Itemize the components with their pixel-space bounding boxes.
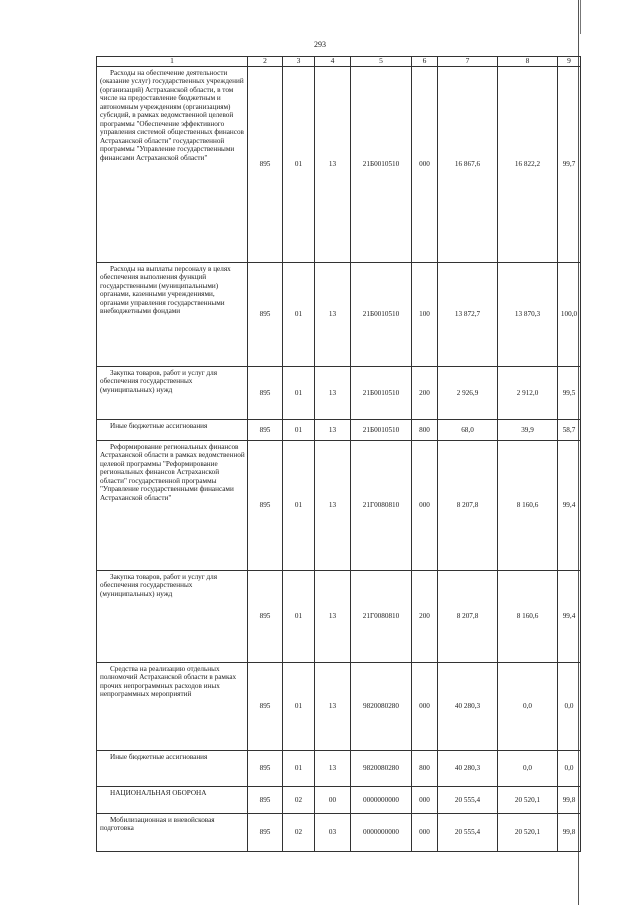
cell-admin-code: 895 (248, 662, 283, 750)
cell-admin-code: 895 (248, 419, 283, 440)
page-number: 293 (314, 40, 326, 49)
cell-planned: 8 207,8 (438, 440, 498, 570)
header-row (97, 57, 581, 67)
cell-percent: 0,0 (558, 662, 581, 750)
cell-section: 01 (283, 66, 315, 262)
row-description: Реформирование региональных финансов Астраханской области в рамках ведомственной целевой программы "Реформирование региональных финансов Астраханской области" государственной программы "Управление государственными финансами Астраханской области" (97, 440, 248, 570)
cell-admin-code: 895 (248, 786, 283, 813)
cell-section: 02 (283, 813, 315, 851)
cell-actual: 0,0 (498, 750, 558, 786)
cell-actual: 39,9 (498, 419, 558, 440)
col-header: 1 (97, 57, 248, 67)
table-row (97, 813, 581, 851)
cell-section: 01 (283, 262, 315, 366)
col-header: 7 (438, 57, 498, 67)
cell-planned: 40 280,3 (438, 750, 498, 786)
cell-percent: 99,8 (558, 786, 581, 813)
cell-section: 01 (283, 419, 315, 440)
cell-admin-code: 895 (248, 750, 283, 786)
cell-target-code: 0000000000 (351, 813, 412, 851)
cell-expense-type: 200 (412, 366, 438, 419)
cell-subsection: 13 (315, 750, 351, 786)
row-description: Закупка товаров, работ и услуг для обеспечения государственных (муниципальных) нужд (97, 570, 248, 662)
cell-subsection: 13 (315, 440, 351, 570)
row-description: Расходы на обеспечение деятельности (оказание услуг) государственных учреждений (организаций) Астраханской области, в том числе на предоставление бюджетным и автономным учреждениям (организациям) субсидий, в рамках ведомственной целевой программы "Обеспечение эффективного управления системой общественных финансов Астраханской области" государственной программы "Управление государственными финансами Астраханской области" (97, 66, 248, 262)
cell-expense-type: 800 (412, 750, 438, 786)
cell-percent: 99,7 (558, 66, 581, 262)
cell-actual: 8 160,6 (498, 570, 558, 662)
cell-section: 01 (283, 662, 315, 750)
cell-target-code: 9820080280 (351, 662, 412, 750)
col-header: 2 (248, 57, 283, 67)
cell-expense-type: 000 (412, 813, 438, 851)
table-row (97, 440, 581, 570)
cell-planned: 68,0 (438, 419, 498, 440)
scan-edge-mark (580, 0, 581, 34)
row-description: Средства на реализацию отдельных полномочий Астраханской области в рамках прочих непрограммных расходов иных непрограммных мероприятий (97, 662, 248, 750)
cell-actual: 20 520,1 (498, 813, 558, 851)
cell-admin-code: 895 (248, 570, 283, 662)
cell-actual: 20 520,1 (498, 786, 558, 813)
col-header: 9 (558, 57, 581, 67)
cell-expense-type: 000 (412, 786, 438, 813)
cell-actual: 13 870,3 (498, 262, 558, 366)
col-header: 4 (315, 57, 351, 67)
cell-subsection: 13 (315, 419, 351, 440)
cell-percent: 58,7 (558, 419, 581, 440)
col-header: 8 (498, 57, 558, 67)
cell-actual: 16 822,2 (498, 66, 558, 262)
cell-subsection: 00 (315, 786, 351, 813)
cell-target-code: 21Б0010510 (351, 66, 412, 262)
cell-subsection: 13 (315, 366, 351, 419)
row-description: НАЦИОНАЛЬНАЯ ОБОРОНА (97, 786, 248, 813)
cell-target-code: 0000000000 (351, 786, 412, 813)
cell-percent: 99,5 (558, 366, 581, 419)
cell-planned: 2 926,9 (438, 366, 498, 419)
cell-admin-code: 895 (248, 66, 283, 262)
cell-target-code: 9820080280 (351, 750, 412, 786)
row-description: Мобилизационная и вневойсковая подготовка (97, 813, 248, 851)
cell-admin-code: 895 (248, 262, 283, 366)
table-row (97, 419, 581, 440)
cell-target-code: 21Б0010510 (351, 419, 412, 440)
cell-actual: 2 912,0 (498, 366, 558, 419)
cell-admin-code: 895 (248, 440, 283, 570)
cell-target-code: 21Б0010510 (351, 366, 412, 419)
cell-planned: 16 867,6 (438, 66, 498, 262)
cell-admin-code: 895 (248, 813, 283, 851)
cell-expense-type: 000 (412, 662, 438, 750)
cell-planned: 40 280,3 (438, 662, 498, 750)
table-row (97, 66, 581, 262)
cell-actual: 8 160,6 (498, 440, 558, 570)
col-header: 6 (412, 57, 438, 67)
cell-target-code: 21Б0010510 (351, 262, 412, 366)
cell-section: 02 (283, 786, 315, 813)
cell-expense-type: 100 (412, 262, 438, 366)
cell-planned: 13 872,7 (438, 262, 498, 366)
cell-target-code: 21Г0080810 (351, 570, 412, 662)
cell-percent: 100,0 (558, 262, 581, 366)
cell-section: 01 (283, 750, 315, 786)
cell-planned: 8 207,8 (438, 570, 498, 662)
cell-expense-type: 800 (412, 419, 438, 440)
table-row (97, 570, 581, 662)
cell-expense-type: 200 (412, 570, 438, 662)
table-row (97, 750, 581, 786)
cell-subsection: 13 (315, 570, 351, 662)
cell-expense-type: 000 (412, 66, 438, 262)
cell-section: 01 (283, 366, 315, 419)
table-row (97, 262, 581, 366)
cell-admin-code: 895 (248, 366, 283, 419)
row-description: Иные бюджетные ассигнования (97, 750, 248, 786)
cell-planned: 20 555,4 (438, 786, 498, 813)
row-description: Иные бюджетные ассигнования (97, 419, 248, 440)
table-row (97, 786, 581, 813)
cell-percent: 0,0 (558, 750, 581, 786)
cell-percent: 99,4 (558, 570, 581, 662)
col-header: 3 (283, 57, 315, 67)
cell-actual: 0,0 (498, 662, 558, 750)
budget-table (96, 56, 581, 852)
cell-section: 01 (283, 570, 315, 662)
table-row (97, 662, 581, 750)
cell-percent: 99,8 (558, 813, 581, 851)
row-description: Закупка товаров, работ и услуг для обеспечения государственных (муниципальных) нужд (97, 366, 248, 419)
cell-planned: 20 555,4 (438, 813, 498, 851)
col-header: 5 (351, 57, 412, 67)
cell-subsection: 13 (315, 662, 351, 750)
cell-expense-type: 000 (412, 440, 438, 570)
cell-section: 01 (283, 440, 315, 570)
row-description: Расходы на выплаты персоналу в целях обеспечения выполнения функций государственными (муниципальными) органами, казенными учреждениями, органами управления государственными внебюджетными фондами (97, 262, 248, 366)
cell-percent: 99,4 (558, 440, 581, 570)
cell-subsection: 13 (315, 66, 351, 262)
table-row (97, 366, 581, 419)
cell-subsection: 13 (315, 262, 351, 366)
cell-subsection: 03 (315, 813, 351, 851)
cell-target-code: 21Г0080810 (351, 440, 412, 570)
